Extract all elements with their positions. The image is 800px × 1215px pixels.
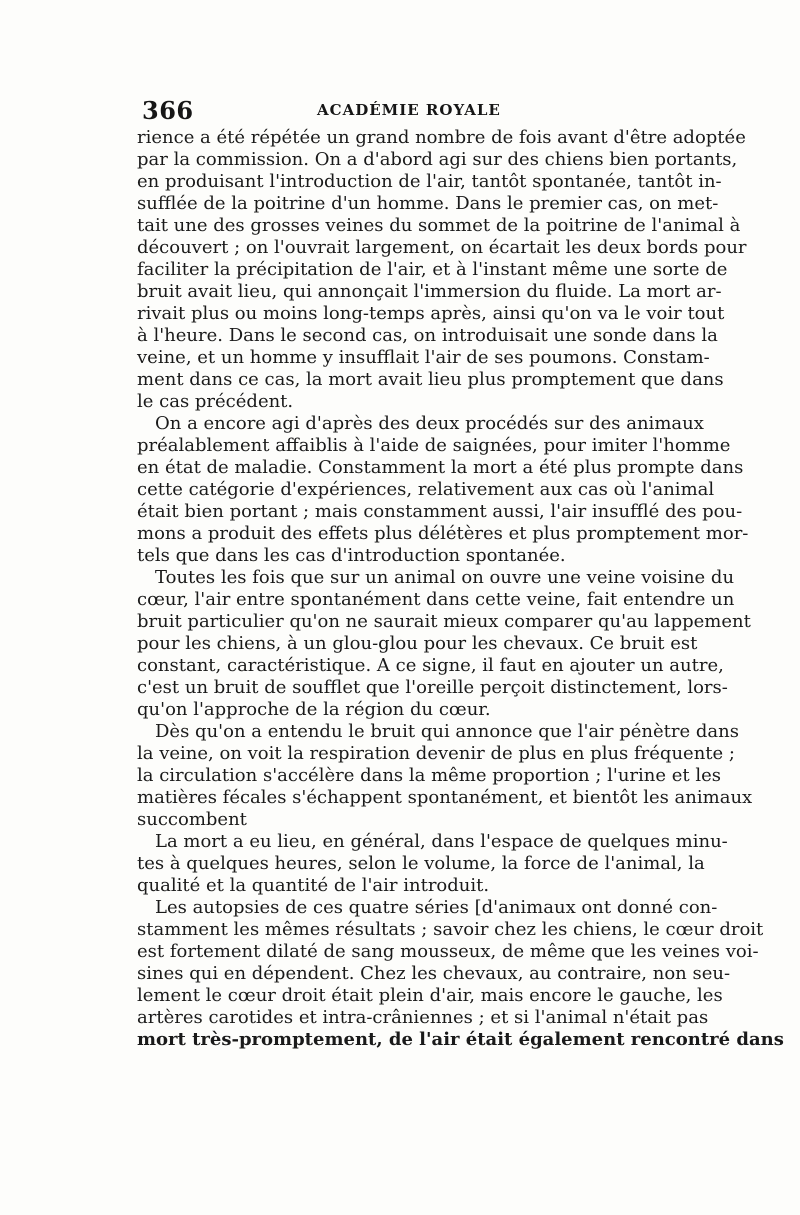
paragraph-4 <box>137 721 753 831</box>
body-text <box>137 127 784 1051</box>
text-line: Les autopsies de ces quatre séries [d'animaux ont donné con- <box>155 897 718 918</box>
text-line: est fortement dilaté de sang mousseux, de même que les veines voi- <box>137 941 759 962</box>
text-line: la circulation s'accélère dans la même proportion ; l'urine et les <box>137 765 721 786</box>
running-head: ACADÉMIE ROYALE <box>317 101 501 119</box>
text-line: par la commission. On a d'abord agi sur des chiens bien portants, <box>137 149 738 170</box>
text-line: découvert ; on l'ouvrait largement, on écartait les deux bords pour <box>137 237 747 258</box>
text-line: qu'on l'approche de la région du cœur. <box>137 699 491 720</box>
text-line: cœur, l'air entre spontanément dans cette veine, fait entendre un <box>137 589 735 610</box>
text-line: était bien portant ; mais constamment aussi, l'air insufflé des pou- <box>137 501 743 522</box>
text-line: On a encore agi d'après des deux procédés sur des animaux <box>155 413 704 434</box>
page-number: 366 <box>142 96 194 125</box>
text-line: rivait plus ou moins long-temps après, ainsi qu'on va le voir tout <box>137 303 725 324</box>
text-line: stamment les mêmes résultats ; savoir chez les chiens, le cœur droit <box>137 919 764 940</box>
text-line: la veine, on voit la respiration devenir de plus en plus fréquente ; <box>137 743 735 764</box>
text-line: sines qui en dépendent. Chez les chevaux, au contraire, non seu- <box>137 963 731 984</box>
text-line: matières fécales s'échappent spontanément, et bientôt les animaux <box>137 787 753 808</box>
text-line: ment dans ce cas, la mort avait lieu plus promptement que dans <box>137 369 724 390</box>
text-line: succombent <box>137 809 247 830</box>
text-line: mort très-promptement, de l'air était également rencontré dans <box>137 1029 784 1050</box>
text-line: Toutes les fois que sur un animal on ouvre une veine voisine du <box>155 567 735 588</box>
paragraph-5 <box>137 831 728 897</box>
text-line: tait une des grosses veines du sommet de la poitrine de l'animal à <box>137 215 741 236</box>
paragraph-6 <box>137 897 784 1051</box>
paragraph-1 <box>137 127 747 413</box>
text-line: bruit particulier qu'on ne saurait mieux comparer qu'au lappement <box>137 611 751 632</box>
page-header <box>142 96 670 124</box>
text-line: préalablement affaiblis à l'aide de saignées, pour imiter l'homme <box>137 435 731 456</box>
text-line: artères carotides et intra-crâniennes ; et si l'animal n'était pas <box>137 1007 709 1028</box>
text-line: mons a produit des effets plus délétères et plus promptement mor- <box>137 523 749 544</box>
text-line: en état de maladie. Constamment la mort a été plus prompte dans <box>137 457 744 478</box>
text-line: constant, caractéristique. A ce signe, il faut en ajouter un autre, <box>137 655 724 676</box>
text-line: c'est un bruit de soufflet que l'oreille perçoit distinctement, lors- <box>137 677 728 698</box>
text-line: rience a été répétée un grand nombre de fois avant d'être adoptée <box>137 127 746 148</box>
paragraph-2 <box>137 413 749 567</box>
text-line: tels que dans les cas d'introduction spontanée. <box>137 545 566 566</box>
text-line: en produisant l'introduction de l'air, tantôt spontanée, tantôt in- <box>137 171 722 192</box>
text-line: Dès qu'on a entendu le bruit qui annonce que l'air pénètre dans <box>155 721 739 742</box>
paragraph-3 <box>137 567 751 721</box>
text-line: qualité et la quantité de l'air introduit. <box>137 875 490 896</box>
text-line: cette catégorie d'expériences, relativement aux cas où l'animal <box>137 479 715 500</box>
text-line: lement le cœur droit était plein d'air, mais encore le gauche, les <box>137 985 723 1006</box>
text-line: le cas précédent. <box>137 391 294 412</box>
text-line: pour les chiens, à un glou-glou pour les chevaux. Ce bruit est <box>137 633 698 654</box>
text-line: veine, et un homme y insufflait l'air de ses poumons. Constam- <box>137 347 710 368</box>
text-line: faciliter la précipitation de l'air, et à l'instant même une sorte de <box>137 259 728 280</box>
text-line: La mort a eu lieu, en général, dans l'espace de quelques minu- <box>155 831 728 852</box>
text-line: sufflée de la poitrine d'un homme. Dans le premier cas, on met- <box>137 193 719 214</box>
text-line: bruit avait lieu, qui annonçait l'immersion du fluide. La mort ar- <box>137 281 722 302</box>
text-line: tes à quelques heures, selon le volume, la force de l'animal, la <box>137 853 705 874</box>
text-line: à l'heure. Dans le second cas, on introduisait une sonde dans la <box>137 325 718 346</box>
